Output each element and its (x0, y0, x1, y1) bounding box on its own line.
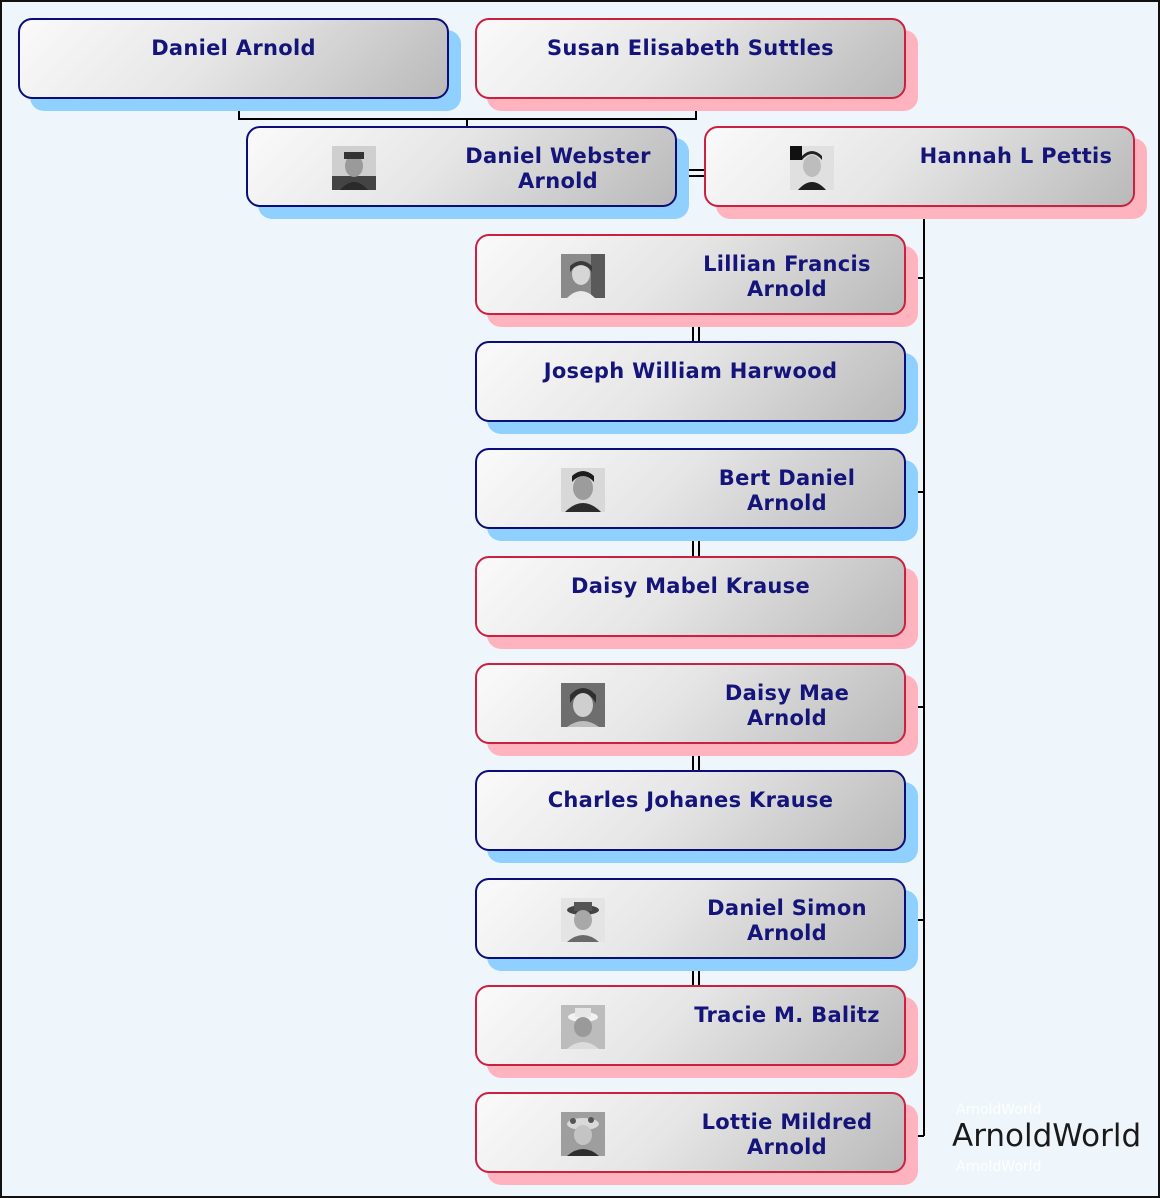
person-name: Daniel Arnold (151, 36, 316, 60)
person-photo-icon (561, 683, 605, 727)
person-name: Hannah L Pettis (919, 144, 1113, 168)
person-photo-icon (561, 468, 605, 512)
person-photo-icon (561, 898, 605, 942)
person-name: Daniel Simon Arnold (707, 896, 867, 945)
person-card-daisy-krause[interactable] (475, 556, 906, 637)
person-card-daniel-arnold[interactable] (18, 18, 449, 99)
person-name: Joseph William Harwood (543, 359, 838, 383)
person-card-bert-arnold[interactable] (475, 448, 906, 529)
person-name: Lillian Francis Arnold (703, 252, 871, 301)
person-card-lillian-arnold[interactable] (475, 234, 906, 315)
watermark-text: ArnoldWorld (952, 1118, 1142, 1154)
person-photo-icon (332, 146, 376, 190)
person-card-daniel-simon-arnold[interactable] (475, 878, 906, 959)
person-name: Charles Johanes Krause (547, 788, 834, 812)
person-photo-icon (561, 1112, 605, 1156)
person-card-lottie-arnold[interactable] (475, 1092, 906, 1173)
person-name: Daisy Mabel Krause (570, 574, 811, 598)
person-name: Daisy Mae Arnold (724, 681, 850, 730)
watermark-faint-bottom: ArnoldWorld (956, 1159, 1042, 1175)
parents-connector (239, 99, 696, 119)
person-card-susan-suttles[interactable] (475, 18, 906, 99)
person-name: Lottie Mildred Arnold (701, 1110, 873, 1159)
person-photo-icon (561, 1005, 605, 1049)
person-photo-icon (790, 146, 834, 190)
person-name: Tracie M. Balitz (694, 1003, 880, 1027)
person-card-daisy-mae-arnold[interactable] (475, 663, 906, 744)
person-photo-icon (561, 254, 605, 298)
person-card-tracie-balitz[interactable] (475, 985, 906, 1066)
watermark-faint-top: ArnoldWorld (956, 1102, 1042, 1118)
person-name: Daniel Webster Arnold (465, 144, 651, 193)
person-card-charles-krause[interactable] (475, 770, 906, 851)
person-name: Bert Daniel Arnold (718, 466, 856, 515)
person-card-hannah-pettis[interactable] (704, 126, 1135, 207)
person-card-joseph-harwood[interactable] (475, 341, 906, 422)
person-name: Susan Elisabeth Suttles (547, 36, 834, 60)
person-card-daniel-webster-arnold[interactable] (246, 126, 677, 207)
